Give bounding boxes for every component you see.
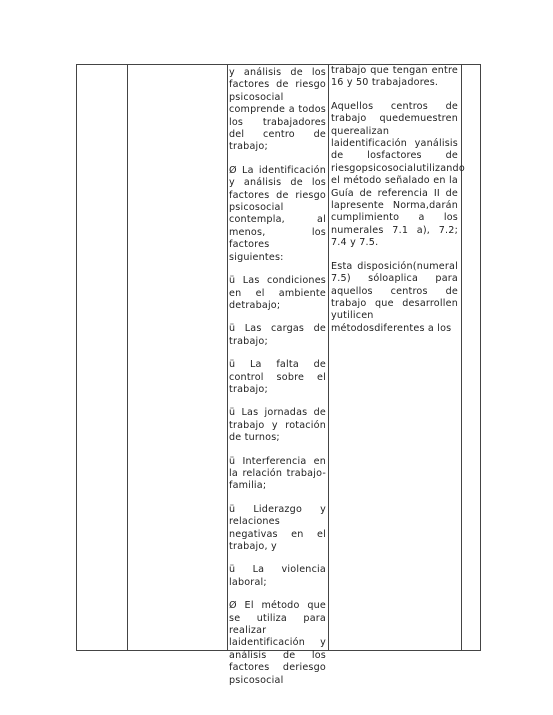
column-divider — [461, 65, 462, 650]
paragraph: Ø La identificación y análisis de los factores de riesgo psicosocial contempla, al menos, los factores siguientes: — [229, 164, 326, 263]
identification-criteria-cell — [229, 65, 326, 687]
paragraph: Aquellos centros de trabajo quedemuestren querealizan laidentificación yanálisis de losfactores de riesgopsicosocialutilizando el método señalado en la Guía de referencia II de lapresente Norma,darán cumplimiento a los numerales 7.1 a), 7.2; 7.4 y 7.5. — [331, 100, 465, 249]
paragraph: Esta disposición(numeral 7.5) sóloaplica para aquellos centros de trabajo que desarrollen yutilicen métodosdiferentes a los — [331, 260, 458, 334]
list-item: ü Liderazgo y relaciones negativas en el trabajo, y — [229, 503, 326, 552]
list-item: ü Interferencia en la relación trabajo-familia; — [229, 455, 326, 492]
list-item: ü Las jornadas de trabajo y rotación de turnos; — [229, 407, 326, 444]
list-item: ü Las condiciones en el ambiente detrabajo; — [229, 275, 326, 311]
paragraph: y análisis de los factores de riesgo psicosocial comprende a todos los trabajadores del centro de trabajo; — [229, 67, 326, 153]
list-item: ü La violencia laboral; — [229, 564, 326, 588]
paragraph: Ø El método que se utiliza para realizar laidentificación y análisis de los factores deriesgo psicosocial — [229, 600, 326, 686]
column-divider — [328, 65, 329, 650]
column-divider — [227, 65, 228, 650]
list-item: ü La falta de control sobre el trabajo; — [229, 359, 326, 395]
list-item: ü Las cargas de trabajo; — [229, 323, 326, 347]
column-divider — [127, 65, 128, 650]
paragraph: trabajo que tengan entre 16 y 50 trabajadores. — [331, 65, 458, 89]
requirements-table — [76, 64, 481, 686]
compliance-notes-cell — [331, 65, 465, 346]
